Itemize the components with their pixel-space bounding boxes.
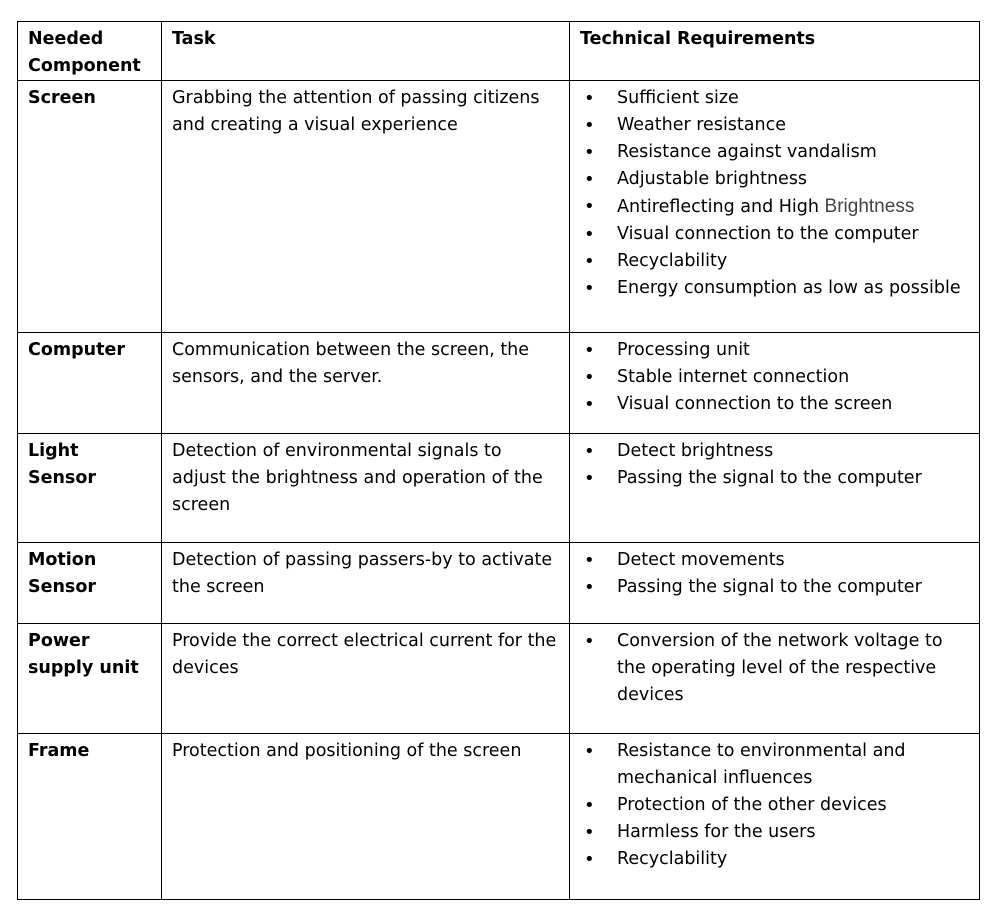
requirements-cell [570, 543, 980, 624]
requirements-list [580, 85, 969, 302]
table-header-row [18, 22, 980, 81]
requirements-list [580, 547, 969, 601]
requirement-item: • Processing unit [580, 337, 969, 364]
requirement-item: • Visual connection to the screen [580, 391, 969, 418]
component-cell: Motion Sensor [18, 543, 162, 624]
requirement-item [580, 193, 969, 221]
requirement-item: • Harmless for the users [580, 819, 969, 846]
requirements-list [580, 738, 969, 873]
header-needed-component: Needed Component [18, 22, 162, 81]
table-row-screen [18, 81, 980, 333]
table-row-computer [18, 333, 980, 434]
component-cell: Power supply unit [18, 624, 162, 734]
requirement-item: • Detect brightness [580, 438, 969, 465]
header-technical-requirements: Technical Requirements [570, 22, 980, 81]
requirement-item: • Recyclability [580, 248, 969, 275]
requirements-cell [570, 624, 980, 734]
requirement-item: • Sufficient size [580, 85, 969, 112]
component-cell: Light Sensor [18, 434, 162, 543]
requirement-item: • Recyclability [580, 846, 969, 873]
task-cell: Protection and positioning of the screen [162, 734, 570, 900]
requirements-list [580, 337, 969, 418]
requirements-table [17, 21, 980, 900]
component-cell: Computer [18, 333, 162, 434]
requirements-cell [570, 434, 980, 543]
task-cell: Communication between the screen, the sensors, and the server. [162, 333, 570, 434]
requirement-item: • Passing the signal to the computer [580, 574, 969, 601]
requirement-item: • Weather resistance [580, 112, 969, 139]
requirements-cell [570, 333, 980, 434]
task-cell: Grabbing the attention of passing citizens and creating a visual experience [162, 81, 570, 333]
requirement-item: • Resistance against vandalism [580, 139, 969, 166]
header-task: Task [162, 22, 570, 81]
component-cell: Screen [18, 81, 162, 333]
requirement-item: • Adjustable brightness [580, 166, 969, 193]
requirement-item: • Energy consumption as low as possible [580, 275, 969, 302]
requirement-item: • Visual connection to the computer [580, 221, 969, 248]
requirement-item: • Conversion of the network voltage to the operating level of the respective devices [580, 628, 969, 709]
requirement-text: Antireflecting and High [617, 197, 819, 217]
table-row-motion-sensor [18, 543, 980, 624]
requirement-item: • Passing the signal to the computer [580, 465, 969, 492]
requirements-list [580, 438, 969, 492]
table-row-light-sensor [18, 434, 980, 543]
requirement-item: • Resistance to environmental and mechanical influences [580, 738, 969, 792]
task-cell: Detection of environmental signals to adjust the brightness and operation of the screen [162, 434, 570, 543]
task-cell: Detection of passing passers-by to activate the screen [162, 543, 570, 624]
requirement-text-alt-font: Brightness [824, 196, 915, 217]
requirement-item: • Stable internet connection [580, 364, 969, 391]
component-cell: Frame [18, 734, 162, 900]
table-row-frame [18, 734, 980, 900]
table-row-power-supply-unit [18, 624, 980, 734]
requirement-item: • Detect movements [580, 547, 969, 574]
requirements-list [580, 628, 969, 709]
requirement-item: • Protection of the other devices [580, 792, 969, 819]
requirements-cell [570, 734, 980, 900]
requirements-cell [570, 81, 980, 333]
task-cell: Provide the correct electrical current for the devices [162, 624, 570, 734]
